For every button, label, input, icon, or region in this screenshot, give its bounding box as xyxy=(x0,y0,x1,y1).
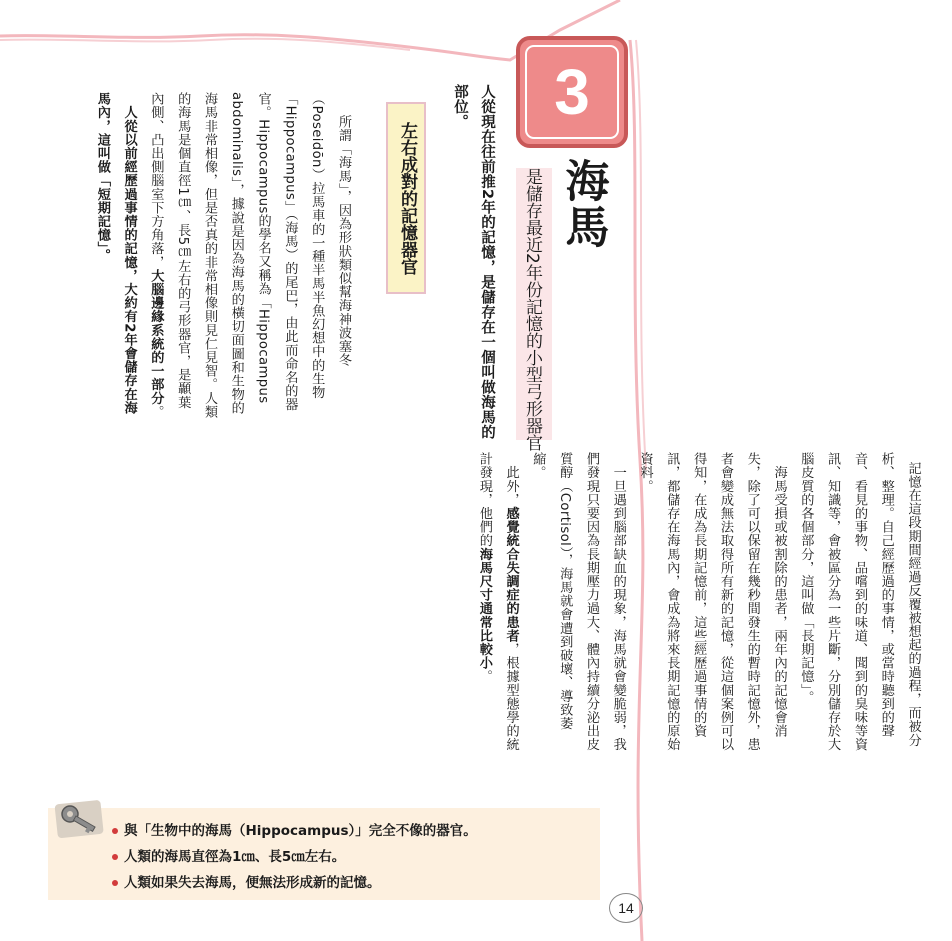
bullet-dot xyxy=(112,880,118,886)
badge-inner-border xyxy=(525,45,619,139)
section-heading: 左右成對的記憶器官 xyxy=(397,122,417,275)
page-subtitle: 是儲存最近2年份記憶的小型弓形器官 xyxy=(522,168,542,451)
body-upper-p1-end: 。 xyxy=(148,404,164,419)
key-point-text: 與「生物中的海馬（Hippocampus）」完全不像的器官。 xyxy=(124,823,477,839)
body-lower-p4c: 。 xyxy=(476,669,492,684)
key-point-item xyxy=(112,818,477,844)
body-upper-block xyxy=(88,92,383,422)
page-number: 14 xyxy=(609,893,643,923)
body-lower-p4a: 此外， xyxy=(503,452,519,507)
body-lower-p1: 記憶在這段期間經過反覆被想起的過程，而被分析、整理。自己經歷過的事情，或當時聽到的聲音、看見的事物、品嚐到的味道、聞到的臭味等資訊、知識等，會被區分為一些片斷，分別儲存於大腦皮質的各個部分，這叫做「長期記憶」。 xyxy=(798,452,921,752)
key-icon xyxy=(52,796,108,840)
lead-paragraph: 人從現在往前推2年的記憶，是儲存在一個叫做海馬的部位。 xyxy=(452,84,495,440)
body-upper-p1-bold: 大腦邊緣系統的一部分 xyxy=(148,268,164,405)
key-point-text: 人類如果失去海馬，便無法形成新的記憶。 xyxy=(124,875,381,891)
body-lower-p2: 海馬受損或被割除的患者，兩年內的記憶會消失，除了可以保留在幾秒間發生的暫時記憶外，患者會變成無法取得所有新的記憶，從這個案例可以得知，在成為長期記憶前，這些經歷過事情的資訊，都儲存在海馬內，會成為將來長期記憶的原始資料。 xyxy=(637,452,787,752)
key-point-text: 人類的海馬直徑為1㎝、長5㎝左右。 xyxy=(124,849,346,865)
body-lower-p3: 一旦遇到腦部缺血的現象，海馬就會變脆弱，我們發現只要因為長期壓力過大、體內持續分泌出皮質醇（Cortisol），海馬就會遭到破壞、導致萎縮。 xyxy=(530,452,626,752)
key-points-list xyxy=(112,818,477,896)
body-lower-p4-bold2: 海馬尺寸通常比較小 xyxy=(476,547,492,670)
chapter-number-badge xyxy=(516,36,628,148)
key-point-item xyxy=(112,870,477,896)
body-lower-p4-bold: 感覺統合失調症的患者 xyxy=(503,506,519,643)
body-upper-p2: 人從以前經歷過事情的記憶，大約有2年會儲存在海馬內，這叫做「短期記憶」。 xyxy=(94,92,137,415)
body-lower-block xyxy=(470,452,952,752)
body-upper-p1: 所謂「海馬」，因為形狀類似幫海神波塞冬（Poseidōn）拉馬車的一種半馬半魚幻想中的生物「Hippocampus」（海馬）的尾巴，由此而命名的器官。Hippocampus的學名又稱為「Hippocampus abdominalis」，據說是因為海馬的橫切面圖和生物的海馬非常相像，但是否真的非常相像則見仁見智。人類的海馬是個直徑1㎝、長5㎝左右的弓形器官，是顳葉內側、凸出側腦室下方角落， xyxy=(148,92,351,419)
page-title: 海馬 xyxy=(557,158,609,250)
body-lower-p4b: ，根據型態學的統計發現，他們的 xyxy=(476,452,519,752)
section-heading-box xyxy=(386,102,426,294)
bullet-dot xyxy=(112,828,118,834)
chapter-number: 3 xyxy=(554,56,590,128)
bullet-dot xyxy=(112,854,118,860)
key-point-item xyxy=(112,844,477,870)
